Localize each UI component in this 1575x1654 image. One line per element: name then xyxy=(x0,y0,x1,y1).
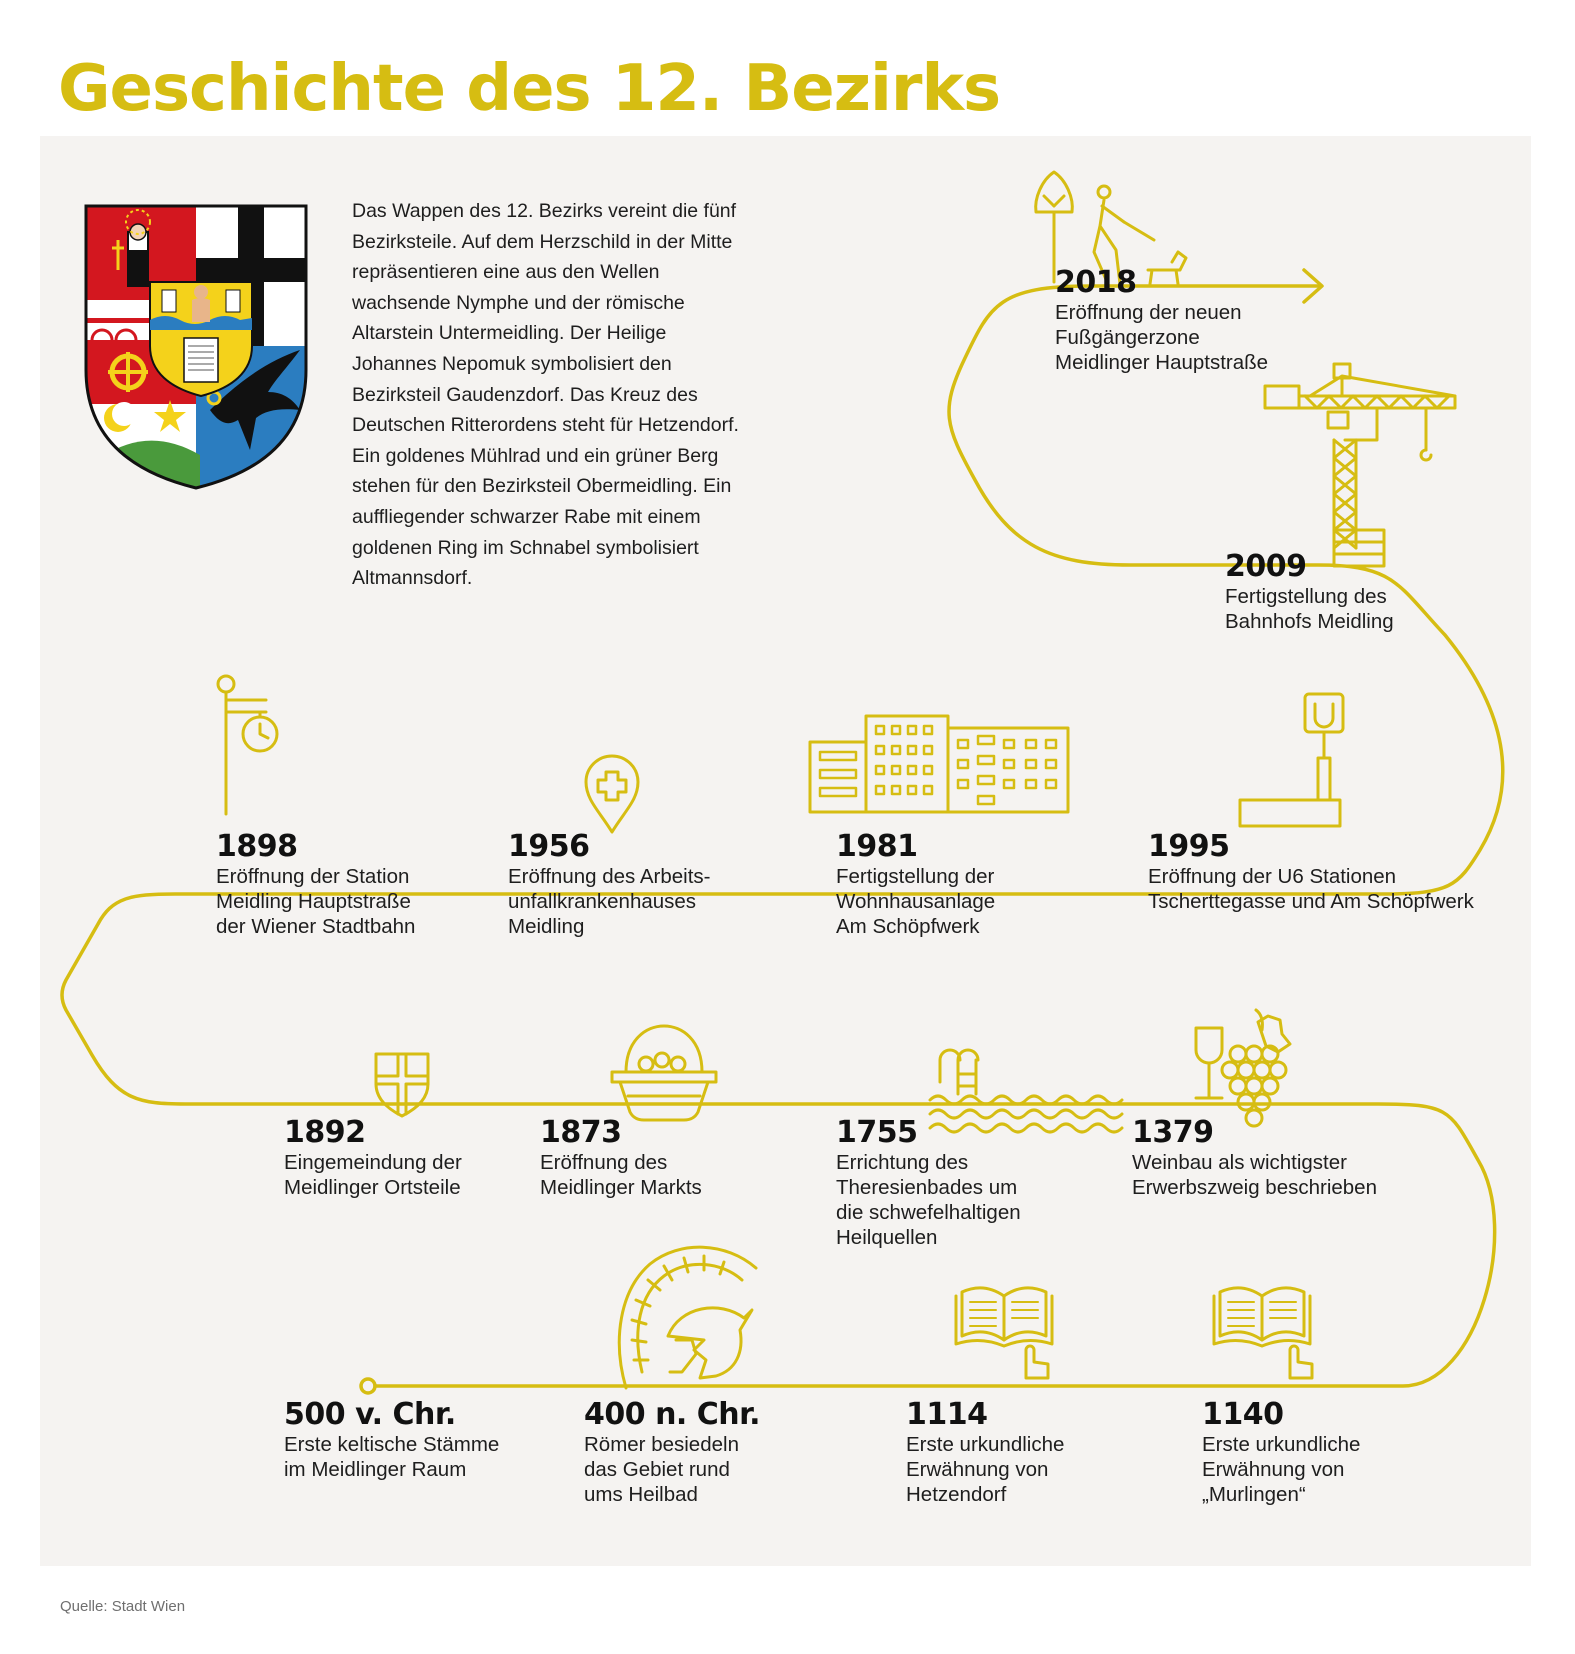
wine-grapes-icon xyxy=(1196,1010,1290,1126)
event-description: Eröffnung der U6 Stationen Tscherttegasse und Am Schöpfwerk xyxy=(1148,865,1474,913)
vienna-shield-icon xyxy=(376,1054,428,1116)
event-description: Weinbau als wichtigster Erwerbszweig beschrieben xyxy=(1132,1151,1377,1199)
open-book-icon xyxy=(956,1288,1052,1378)
event-year: 400 n. Chr. xyxy=(584,1397,761,1432)
event-description: Eröffnung der neuen Fußgängerzone Meidlinger Hauptstraße xyxy=(1055,301,1269,374)
u-bahn-sign-icon xyxy=(1240,694,1343,826)
event-2018 xyxy=(1055,266,1268,375)
open-book-icon xyxy=(1214,1288,1312,1378)
event-description: Eröffnung des Meidlinger Markts xyxy=(540,1151,702,1199)
hospital-pin-icon xyxy=(586,756,638,832)
coat-of-arms xyxy=(86,206,306,496)
event-year: 1898 xyxy=(216,829,298,864)
source-note: Quelle: Stadt Wien xyxy=(60,1598,186,1615)
event-description: Erste keltische Stämme im Meidlinger Raum xyxy=(284,1433,500,1481)
event-1995 xyxy=(1148,830,1474,914)
event-year: 1755 xyxy=(836,1115,918,1150)
event-description: Römer besiedeln das Gebiet rund ums Heilbad xyxy=(584,1433,739,1506)
event-400-ad xyxy=(584,1398,760,1507)
event-description: Erste urkundliche Erwähnung von „Murlingen“ xyxy=(1202,1433,1361,1506)
event-description: Fertigstellung des Bahnhofs Meidling xyxy=(1225,585,1394,633)
event-year: 1379 xyxy=(1132,1115,1214,1150)
event-description: Eröffnung des Arbeits- unfallkrankenhauses Meidling xyxy=(508,865,711,938)
event-description: Errichtung des Theresienbades um die schwefelhaltigen Heilquellen xyxy=(836,1151,1021,1249)
intro-text: Das Wappen des 12. Bezirks vereint die fünf Bezirksteile. Auf dem Herzschild in der Mitte repräsentieren eine aus den Wellen wachsende Nymphe und der römische Altarstein Untermeidling. Der Heilige Johannes Nepomuk symbolisiert den Bezirksteil Gaudenzdorf. Das Kreuz des Deutschen Ritterordens steht für Hetzendorf. Ein goldenes Mühlrad und ein grüner Berg stehen für den Bezirksteil Obermeidling. Ein auffliegender schwarzer Rabe mit einem goldenen Ring im Schnabel symbolisiert Altmannsdorf. xyxy=(352,200,739,590)
event-year: 2018 xyxy=(1055,265,1137,300)
roman-helmet-icon xyxy=(619,1247,756,1388)
event-year: 1873 xyxy=(540,1115,622,1150)
station-clock-icon xyxy=(218,676,277,814)
market-basket-icon xyxy=(612,1026,716,1120)
event-year: 1892 xyxy=(284,1115,366,1150)
event-1981 xyxy=(836,830,995,939)
event-year: 1140 xyxy=(1202,1397,1284,1432)
event-1379 xyxy=(1132,1116,1377,1200)
event-500-bc xyxy=(284,1398,499,1482)
timeline-start-dot xyxy=(361,1379,375,1393)
event-description: Fertigstellung der Wohnhausanlage Am Schöpfwerk xyxy=(836,865,996,938)
event-2009 xyxy=(1225,550,1394,634)
event-1873 xyxy=(540,1116,702,1200)
housing-blocks-icon xyxy=(810,716,1068,812)
event-year: 1981 xyxy=(836,829,918,864)
page-title: Geschichte des 12. Bezirks xyxy=(58,52,1001,126)
event-description: Eröffnung der Station Meidling Hauptstraße der Wiener Stadtbahn xyxy=(216,865,416,938)
crane-icon xyxy=(1265,364,1455,566)
event-year: 2009 xyxy=(1225,549,1307,584)
event-1898 xyxy=(216,830,415,939)
event-year: 1995 xyxy=(1148,829,1230,864)
event-year: 1114 xyxy=(906,1397,988,1432)
event-year: 1956 xyxy=(508,829,590,864)
event-description: Erste urkundliche Erwähnung von Hetzendorf xyxy=(906,1433,1065,1506)
event-1956 xyxy=(508,830,710,939)
event-1755 xyxy=(836,1116,1021,1250)
event-1114 xyxy=(906,1398,1064,1507)
event-1140 xyxy=(1202,1398,1360,1507)
event-year: 500 v. Chr. xyxy=(284,1397,456,1432)
event-description: Eingemeindung der Meidlinger Ortsteile xyxy=(284,1151,462,1199)
event-1892 xyxy=(284,1116,462,1200)
